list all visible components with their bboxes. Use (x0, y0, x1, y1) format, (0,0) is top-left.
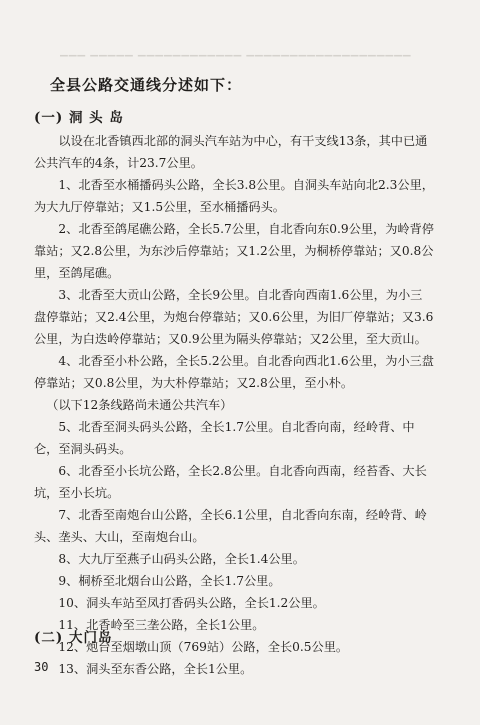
route-paragraph: 6、北香至小长坑公路，全长2.8公里。自北香向西南，经苔香、大长坑，至小长坑。 (34, 464, 427, 500)
route-paragraph: 8、大九厅至燕子山码头公路，全长1.4公里。 (58, 552, 305, 566)
section-title-damen: (二) 大门岛 (34, 630, 113, 646)
section-title-dongtou: (一) 洞 头 岛 (34, 110, 124, 126)
route-list (34, 130, 434, 680)
route-paragraph: 13、洞头至东香公路，全长1公里。 (58, 662, 253, 676)
route-paragraph: 9、桐桥至北烟台山公路，全长1.7公里。 (58, 574, 281, 588)
page-heading: 全县公路交通线分述如下： (50, 76, 243, 94)
page-number: 30 (34, 660, 49, 674)
intro-paragraph: 以设在北香镇西北部的洞头汽车站为中心，有干支线13条，其中已通公共汽车的4条，计23.7公里。 (34, 134, 428, 170)
route-paragraph: 12、炮台至烟墩山顶（769站）公路，全长0.5公里。 (58, 640, 349, 654)
route-paragraph: 5、北香至洞头码头公路，全长1.7公里。自北香向南，经岭背、中仑，至洞头码头。 (34, 420, 415, 456)
route-paragraph: 10、洞头车站至凤打香码头公路，全长1.2公里。 (58, 596, 325, 610)
route-paragraph: 2、北香至鸽尾礁公路，全长5.7公里，自北香向东0.9公里，为岭背停靠站；又2.8公里，为东沙后停靠站；又1.2公里，为桐桥停靠站；又0.8公里，至鸽尾礁。 (34, 222, 434, 280)
route-paragraph: 7、北香至南炮台山公路，全长6.1公里，自北香向东南，经岭背、岭头、垄头、大山，至南炮台山。 (34, 508, 427, 544)
route-paragraph: 3、北香至大贡山公路，全长9公里。自北香向西南1.6公里，为小三盘停靠站；又2.4公里，为炮台停靠站；又0.6公里，为旧厂停靠站；又3.6公里，为白迭岭停靠站；又0.9公里为隔头停靠站；又2公里，至大贡山。 (34, 288, 434, 346)
route-paragraph: 11、北香岭至三垄公路，全长1公里。 (58, 618, 265, 632)
route-paragraph: 4、北香至小朴公路，全长5.2公里。自北香向西北1.6公里，为小三盘停靠站；又0.8公里，为大朴停靠站；又2.8公里，至小朴。 (34, 354, 434, 390)
bleed-through: ▁▁▁ ▁▁▁▁▁ ▁▁▁▁▁▁▁▁▁▁▁▁ ▁▁▁▁▁▁▁▁▁▁▁▁▁▁▁▁▁▁▁ (60, 46, 412, 57)
note-paragraph: （以下12条线路尚未通公共汽车） (46, 398, 233, 412)
route-paragraph: 1、北香至水桶播码头公路，全长3.8公里。自洞头车站向北2.3公里，为大九厅停靠站；又1.5公里，至水桶播码头。 (34, 178, 434, 214)
